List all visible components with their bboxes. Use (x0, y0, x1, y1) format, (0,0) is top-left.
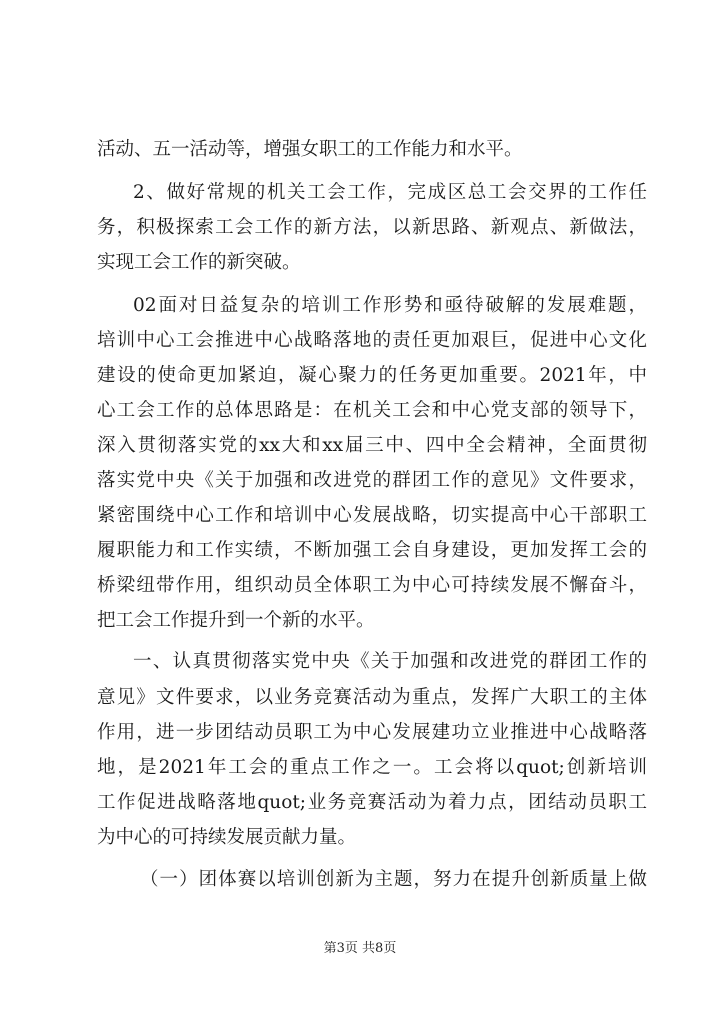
text-line: 心工会工作的总体思路是：在机关工会和中心党支部的领导下， (97, 400, 647, 421)
text-line: 作用，进一步团结动员职工为中心发展建功立业推进中心战略落 (97, 722, 647, 743)
page-footer: 第3页 共8页 (323, 941, 397, 956)
text-line: 紧密围绕中心工作和培训中心发展战略，切实提高中心干部职工 (97, 505, 647, 526)
text-line: 地，是2021年工会的重点工作之一。工会将以quot;创新培训 (97, 757, 647, 778)
text-line: 工作促进战略落地quot;业务竞赛活动为着力点，团结动员职工 (97, 792, 647, 813)
text-line: 深入贯彻落实党的xx大和xx届三中、四中全会精神，全面贯彻 (97, 435, 647, 456)
text-line: 把工会工作提升到一个新的水平。 (97, 610, 375, 631)
text-line: 实现工会工作的新突破。 (97, 252, 301, 273)
text-line: （一）团体赛以培训创新为主题，努力在提升创新质量上做 (140, 869, 647, 890)
text-line: 2、做好常规的机关工会工作，完成区总工会交界的工作任 (133, 182, 647, 203)
text-line: 建设的使命更加紧迫，凝心聚力的任务更加重要。2021年，中 (97, 365, 647, 386)
text-line: 落实党中央《关于加强和改进党的群团工作的意见》文件要求， (97, 470, 647, 491)
text-line: 活动、五一活动等，增强女职工的工作能力和水平。 (97, 139, 523, 160)
text-line: 务，积极探索工会工作的新方法，以新思路、新观点、新做法， (97, 217, 647, 238)
text-line: 为中心的可持续发展贡献力量。 (97, 827, 357, 848)
text-line: 履职能力和工作实绩，不断加强工会自身建设，更加发挥工会的 (97, 540, 647, 561)
text-line: 意见》文件要求，以业务竞赛活动为重点，发挥广大职工的主体 (97, 687, 647, 708)
text-line: 02面对日益复杂的培训工作形势和亟待破解的发展难题， (133, 295, 647, 316)
text-line: 桥梁纽带作用，组织动员全体职工为中心可持续发展不懈奋斗， (97, 575, 647, 596)
text-line: 一、认真贯彻落实党中央《关于加强和改进党的群团工作的 (133, 651, 647, 672)
text-line: 培训中心工会推进中心战略落地的责任更加艰巨，促进中心文化 (97, 330, 647, 351)
